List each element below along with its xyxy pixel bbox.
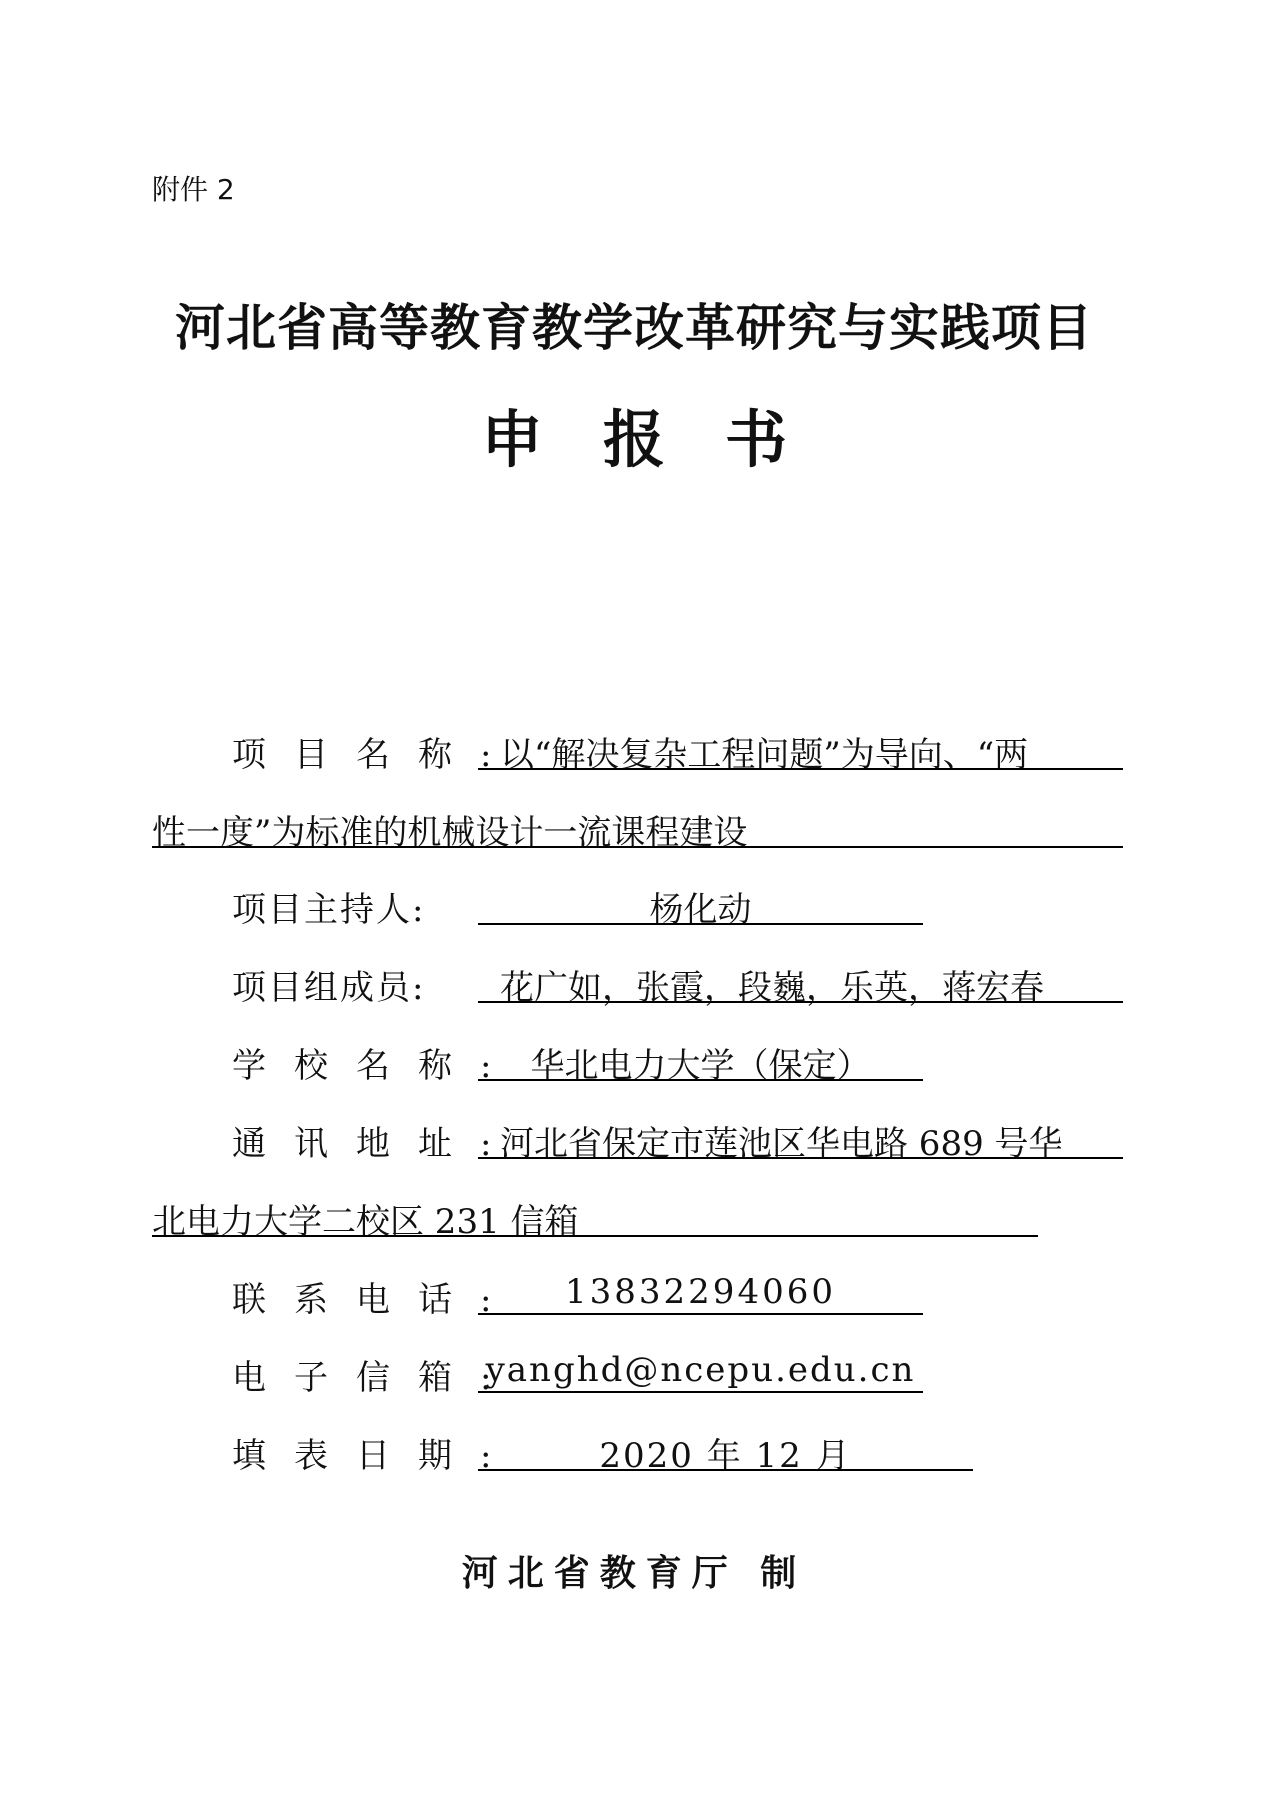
document-subtitle: 申报书: [480, 403, 847, 476]
address-underline-1: [478, 1157, 1123, 1159]
document-title: 河北省高等教育教学改革研究与实践项目: [175, 299, 1093, 357]
phone-label: 联系电话:: [232, 1280, 520, 1320]
project-name-line1: 以“解决复杂工程问题”为导向、“两: [500, 735, 1029, 775]
members-label: 项目组成员:: [232, 968, 426, 1008]
address-label: 通讯地址:: [232, 1124, 520, 1164]
email-underline: [478, 1391, 923, 1393]
school-value: 华北电力大学（保定）: [530, 1046, 871, 1086]
school-label: 学校名称:: [232, 1046, 520, 1086]
date-label: 填表日期:: [232, 1436, 520, 1476]
project-name-underline-1: [478, 768, 1123, 770]
members-value: 花广如，张霞，段巍，乐英，蒋宏春: [500, 968, 1044, 1008]
attachment-label: 附件 2: [152, 173, 235, 206]
project-name-line2: 性一度”为标准的机械设计一流课程建设: [152, 813, 748, 853]
email-label: 电子信箱:: [232, 1358, 520, 1398]
address-line2: 北电力大学二校区 231 信箱: [152, 1202, 579, 1242]
date-underline: [478, 1469, 973, 1471]
address-line1: 河北省保定市莲池区华电路 689 号华: [500, 1124, 1063, 1164]
project-name-underline-2: [152, 846, 1123, 848]
host-label: 项目主持人:: [232, 890, 426, 930]
host-underline: [478, 923, 923, 925]
members-underline: [478, 1001, 1123, 1003]
date-value: 2020 年 12 月: [599, 1436, 852, 1476]
project-name-label: 项目名称:: [232, 735, 520, 775]
issuer-footer: 河北省教育厅 制: [461, 1552, 807, 1594]
host-value: 杨化动: [649, 890, 752, 930]
email-value: yanghd@ncepu.edu.cn: [485, 1350, 916, 1390]
phone-value: 13832294060: [565, 1272, 836, 1312]
school-underline: [478, 1079, 923, 1081]
phone-underline: [478, 1313, 923, 1315]
address-underline-2: [152, 1235, 1038, 1237]
